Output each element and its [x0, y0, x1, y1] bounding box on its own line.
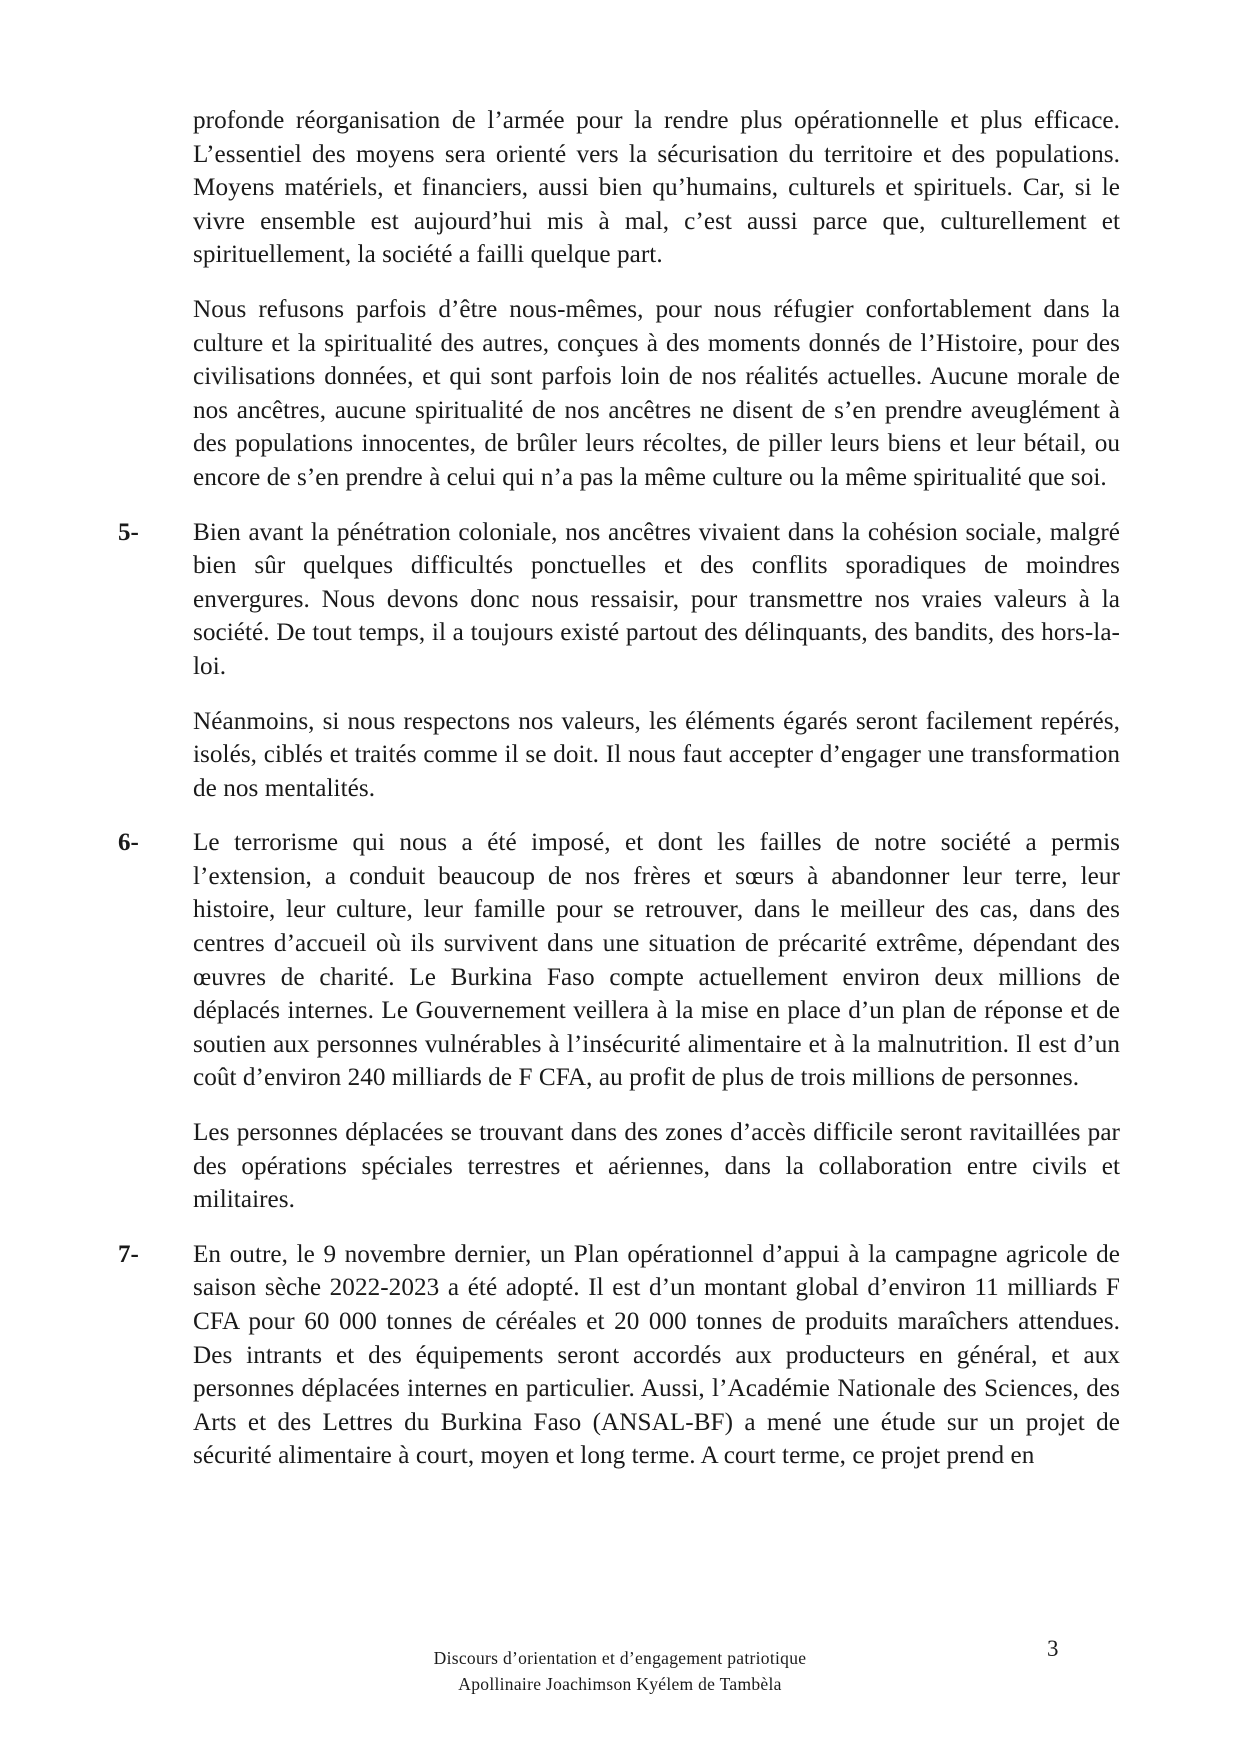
- paragraph-text: profonde réorganisation de l’armée pour la rendre plus opérationnelle et plus efficace. L’essentiel des moyens sera orienté vers la sécurisation du territoire et des populations. Moyens matériels, et financiers, aussi bien qu’humains, culturels et spirituels. Car, si le vivre ensemble est aujourd’hui mis à mal, c’est aussi parce que, culturellement et spirituellement, la société a failli quelque part.: [193, 107, 1120, 269]
- paragraph-text: Néanmoins, si nous respectons nos valeurs, les éléments égarés seront facilement repérés, isolés, ciblés et traités comme il se doit. Il nous faut accepter d’engager une transformation de nos mentalités.: [193, 707, 1120, 802]
- footer-author: Apollinaire Joachimson Kyélem de Tambèla: [458, 1674, 782, 1694]
- numbered-paragraph-7: [118, 1238, 1120, 1473]
- document-body: [118, 104, 1120, 1494]
- paragraph-text: Les personnes déplacées se trouvant dans des zones d’accès difficile seront ravitaillées par des opérations spéciales terrestres et aériennes, dans la collaboration entre civils et militaires.: [193, 1119, 1120, 1214]
- footer-title: Discours d’orientation et d’engagement patriotique: [433, 1648, 807, 1668]
- paragraph-text: Nous refusons parfois d’être nous-mêmes, pour nous réfugier confortablement dans la culture et la spiritualité des autres, conçues à des moments donnés de l’Histoire, pour des civilisations données, et qui sont parfois loin de nos réalités actuelles. Aucune morale de nos ancêtres, aucune spiritualité de nos ancêtres ne disent de s’en prendre aveuglément à des populations innocentes, de brûler leurs récoltes, de piller leurs biens et leur bétail, ou encore de s’en prendre à celui qui n’a pas la même culture ou la même spiritualité que soi.: [193, 295, 1120, 491]
- page-number: 3: [1047, 1636, 1059, 1661]
- paragraph-number: 7-: [118, 1240, 139, 1268]
- paragraph: [193, 705, 1120, 806]
- paragraph-text: Le terrorisme qui nous a été imposé, et dont les failles de notre société a permis l’extension, a conduit beaucoup de nos frères et sœurs à abandonner leur terre, leur histoire, leur culture, leur famille pour se retrouver, dans le meilleur des cas, dans des centres d’accueil où ils survivent dans une situation de précarité extrême, dépendant des œuvres de charité. Le Burkina Faso compte actuellement environ deux millions de déplacés internes. Le Gouvernement veillera à la mise en place d’un plan de réponse et de soutien aux personnes vulnérables à l’insécurité alimentaire et à la malnutrition. Il est d’un coût d’environ 240 milliards de F CFA, au profit de plus de trois millions de personnes.: [193, 829, 1120, 1092]
- paragraph-text: Bien avant la pénétration coloniale, nos ancêtres vivaient dans la cohésion sociale, malgré bien sûr quelques difficultés ponctuelles et des conflits sporadiques de moindres envergures. Nous devons donc nous ressaisir, pour transmettre nos vraies valeurs à la société. De tout temps, il a toujours existé partout des délinquants, des bandits, des hors-la-loi.: [193, 518, 1120, 680]
- paragraph-number: 5-: [118, 518, 139, 546]
- paragraph: [193, 293, 1120, 495]
- paragraph-text: En outre, le 9 novembre dernier, un Plan opérationnel d’appui à la campagne agricole de saison sèche 2022-2023 a été adopté. Il est d’un montant global d’environ 11 milliards F CFA pour 60 000 tonnes de céréales et 20 000 tonnes de produits maraîchers attendues. Des intrants et des équipements seront accordés aux producteurs en général, et aux personnes déplacées internes en particulier. Aussi, l’Académie Nationale des Sciences, des Arts et des Lettres du Burkina Faso (ANSAL-BF) a mené une étude sur un projet de sécurité alimentaire à court, moyen et long terme. A court terme, ce projet prend en: [193, 1240, 1120, 1470]
- paragraph-number: 6-: [118, 829, 139, 857]
- numbered-paragraph-6: [118, 826, 1120, 1095]
- paragraph-continuation: [193, 104, 1120, 272]
- paragraph: [193, 1116, 1120, 1217]
- numbered-paragraph-5: [118, 516, 1120, 684]
